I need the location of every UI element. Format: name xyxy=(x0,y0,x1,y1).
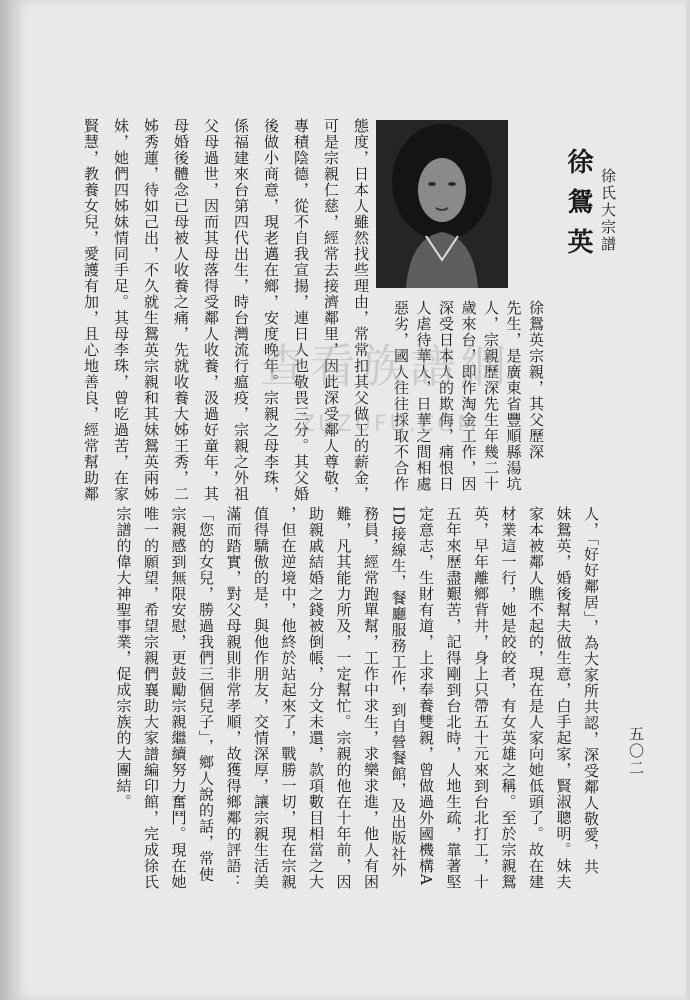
text-column: ID接線生，餐廳服務工作，到自營餐館，及出版社外 xyxy=(389,506,408,878)
text-column: 唯一的願望，希望宗親們襄助大家譜編印館，完成徐氏 xyxy=(142,506,160,890)
text-column: 英，早年離鄉背井，身上只帶五十元來到台北打工，十 xyxy=(472,506,490,890)
text-column: 父母過世，因而其母落得受鄰人收養，汲過好童年，其 xyxy=(202,118,220,502)
text-column: 母婚後體念已母被人收養之痛，先就收養大姊王秀，二 xyxy=(172,118,190,502)
text-column: 人，「好好鄰居」，為大家所共認，深受鄰人敬愛，共 xyxy=(582,506,600,875)
text-column: 定意志，生財有道，上求奉養雙親，曾做過外國機構A xyxy=(417,506,435,886)
text-column: 難，凡其能力所及，一定幫忙。宗親的他在十年前，因 xyxy=(334,506,353,890)
text-column: 徐鴛英宗親，其父歷深 xyxy=(527,300,545,460)
book-gutter xyxy=(0,0,14,1000)
text-column: 賢慧，教養女兒，愛護有加，且心地善良，經常幫助鄰 xyxy=(82,118,100,502)
text-column: 專積陰德，從不自我宣揚，連日人也敬畏三分。其父婚 xyxy=(292,118,310,502)
text-column: 可是宗親仁慈，經常去接濟鄰里，因此深受鄰人尊敬， xyxy=(322,118,340,502)
portrait-photo xyxy=(376,120,508,288)
text-column: 妹鴛英，婚後幫夫做生意，白手起家，賢淑聰明。妹夫 xyxy=(554,506,573,890)
text-column: 「您的女兒，勝過我們三個兒子」，鄉人說的話，常使 xyxy=(197,506,215,883)
text-column: 態度，日本人雖然找些理由，常常扣其父做工的薪金， xyxy=(352,118,370,502)
text-column: 人虐待華人，日華之間相處 xyxy=(414,300,433,492)
text-column: 妹，她們四姊妹情同手足。其母李珠，曾吃過苦，在家 xyxy=(112,118,130,502)
text-column: 宗譜的偉大神聖事業，促成宗族的大團結。 xyxy=(114,506,133,810)
text-column: 人，宗親歷深先生年幾二十 xyxy=(482,300,500,492)
text-column: 務員，經常跑單幫，工作中求生，求樂求進，他人有困 xyxy=(362,506,380,890)
page-number: 五〇二 xyxy=(627,726,645,777)
text-column: 後做小商意，現老邁在鄉，安度晚年。宗親之母李珠， xyxy=(262,118,280,502)
text-column: 姊秀蓮，待如己出，不久就生鴛英宗親和其妹鴛英兩姊 xyxy=(142,118,160,502)
text-column: 材業這一行，她是皎皎者，有女英雄之稱。至於宗親鴛 xyxy=(499,506,518,890)
text-column: 家本被鄰人瞧不起的，現在是人家向她低頭了。故在建 xyxy=(527,506,545,890)
text-column: 五年來歷盡艱苦，記得剛到台北時，人地生疏，靠著堅 xyxy=(444,506,463,890)
text-column: 歲來台，即作淘金工作，因 xyxy=(459,300,478,492)
text-column: 滿而踏實，對父母親則非常孝順，故獲得鄉鄰的評語： xyxy=(224,506,243,890)
text-column: ，但在逆境中，他終於站起來了，戰勝一切，現在宗親 xyxy=(279,506,298,890)
text-column: 宗親感到無限安慰，更鼓勵宗親繼續努力奮鬥。現在她 xyxy=(169,506,188,890)
text-column: 係福建來台第四代出生，時台灣流行瘟疫，宗親之外祖 xyxy=(232,118,250,502)
text-column: 值得驕傲的是，與他作朋友，交情深厚，讓宗親生活美 xyxy=(252,506,270,890)
text-column: 深受日本人的欺侮，痛恨日 xyxy=(437,300,455,492)
watermark-text: 查看族譜網 xyxy=(260,339,510,393)
watermark-url: ZUZUFU.COM xyxy=(300,412,480,437)
text-column: 惡劣，國人往往採取不合作 xyxy=(392,300,410,492)
text-column: 助親戚結婚之錢被倒帳，分文未還，款項數目相當之大 xyxy=(307,506,325,890)
book-header: 徐氏大宗譜 xyxy=(599,168,617,253)
text-column: 先生，是廣東省豐順縣湯坑 xyxy=(504,300,523,492)
person-name: 徐鴛英 xyxy=(563,148,593,268)
